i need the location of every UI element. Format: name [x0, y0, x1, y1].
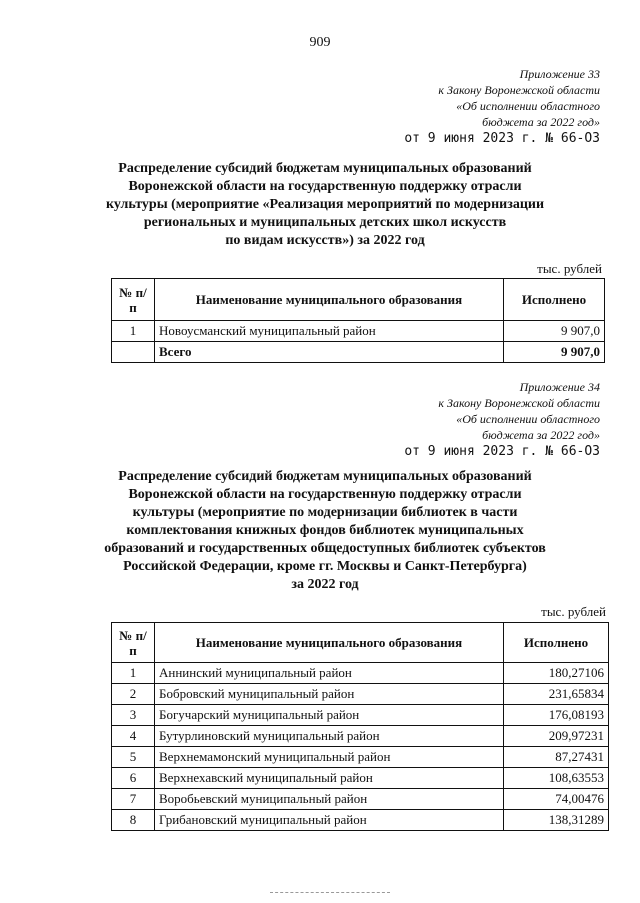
table-row [112, 321, 605, 342]
page-number: 909 [309, 35, 331, 50]
appendix-33-line-4: бюджета за 2022 год» [482, 115, 600, 129]
appendix-34-header [404, 379, 600, 460]
appendix-33-header [404, 66, 600, 147]
row-num: 3 [112, 705, 155, 726]
row-name: Новоусманский муниципальный район [155, 321, 504, 342]
appendix-34-title-line-7: за 2022 год [291, 577, 359, 592]
row-num: 2 [112, 684, 155, 705]
row-num: 1 [112, 663, 155, 684]
appendix-34-title-line-6: Российской Федерации, кроме гг. Москвы и Санкт-Петербурга) [123, 559, 527, 574]
appendix-33-title [90, 160, 560, 250]
header-value: Исполнено [504, 623, 609, 663]
appendix-33-line-3: «Об исполнении областного [456, 99, 600, 113]
row-name: Верхнехавский муниципальный район [155, 768, 504, 789]
total-value: 9 907,0 [504, 342, 605, 363]
row-name: Аннинский муниципальный район [155, 663, 504, 684]
table-row [112, 810, 609, 831]
table-row [112, 663, 609, 684]
row-value: 176,08193 [504, 705, 609, 726]
table-row [112, 705, 609, 726]
appendix-34-line-1: Приложение 34 [519, 380, 600, 394]
appendix-34-decree: от 9 июня 2023 г. № 66-ОЗ [404, 444, 600, 459]
appendix-34-title-line-5: образований и государственных общедоступных библиотек субъектов [104, 541, 546, 556]
table-header-row [112, 623, 609, 663]
row-name: Бобровский муниципальный район [155, 684, 504, 705]
appendix-34-line-3: «Об исполнении областного [456, 412, 600, 426]
appendix-33-decree: от 9 июня 2023 г. № 66-ОЗ [404, 131, 600, 146]
appendix-33-title-line-4: региональных и муниципальных детских школ искусств [143, 215, 507, 230]
appendix-34-title-line-2: Воронежской области на государственную поддержку отрасли [128, 487, 522, 502]
total-num-cell [112, 342, 155, 363]
table-row [112, 726, 609, 747]
row-name: Грибановский муниципальный район [155, 810, 504, 831]
row-value: 209,97231 [504, 726, 609, 747]
appendix-33-table [111, 278, 605, 363]
appendix-34-units: тыс. рублей [541, 604, 606, 619]
table-row [112, 684, 609, 705]
appendix-34-title-line-3: культуры (мероприятие по модернизации библиотек в части [132, 505, 518, 520]
row-name: Бутурлиновский муниципальный район [155, 726, 504, 747]
table-header-row [112, 279, 605, 321]
appendix-34-title-line-4: комплектования книжных фондов библиотек муниципальных [126, 523, 524, 538]
appendix-34-title [80, 468, 570, 594]
row-value: 108,63553 [504, 768, 609, 789]
appendix-34-line-2: к Закону Воронежской области [438, 396, 600, 410]
table-row [112, 747, 609, 768]
row-num: 5 [112, 747, 155, 768]
row-value: 87,27431 [504, 747, 609, 768]
header-num: № п/п [112, 623, 155, 663]
row-value: 74,00476 [504, 789, 609, 810]
row-num: 7 [112, 789, 155, 810]
row-value: 231,65834 [504, 684, 609, 705]
row-value: 180,27106 [504, 663, 609, 684]
table-row [112, 768, 609, 789]
row-num: 4 [112, 726, 155, 747]
row-num: 8 [112, 810, 155, 831]
row-name: Воробьевский муниципальный район [155, 789, 504, 810]
appendix-33-title-line-5: по видам искусств») за 2022 год [225, 233, 425, 248]
appendix-33-units: тыс. рублей [537, 261, 602, 276]
header-name: Наименование муниципального образования [155, 623, 504, 663]
appendix-33-title-line-2: Воронежской области на государственную поддержку отрасли [128, 179, 522, 194]
row-num: 6 [112, 768, 155, 789]
row-value: 9 907,0 [504, 321, 605, 342]
appendix-33-title-line-3: культуры (мероприятие «Реализация мероприятий по модернизации [105, 197, 545, 212]
appendix-34-table [111, 622, 609, 831]
scan-edge-mark [270, 892, 390, 893]
row-num: 1 [112, 321, 155, 342]
row-value: 138,31289 [504, 810, 609, 831]
total-label: Всего [155, 342, 504, 363]
appendix-33-line-1: Приложение 33 [519, 67, 600, 81]
appendix-33-line-2: к Закону Воронежской области [438, 83, 600, 97]
header-name: Наименование муниципального образования [155, 279, 504, 321]
appendix-34-line-4: бюджета за 2022 год» [482, 428, 600, 442]
table-row [112, 789, 609, 810]
table-total-row [112, 342, 605, 363]
row-name: Верхнемамонский муниципальный район [155, 747, 504, 768]
appendix-34-title-line-1: Распределение субсидий бюджетам муниципальных образований [118, 469, 532, 484]
appendix-33-title-line-1: Распределение субсидий бюджетам муниципальных образований [118, 161, 532, 176]
header-value: Исполнено [504, 279, 605, 321]
header-num: № п/п [112, 279, 155, 321]
row-name: Богучарский муниципальный район [155, 705, 504, 726]
